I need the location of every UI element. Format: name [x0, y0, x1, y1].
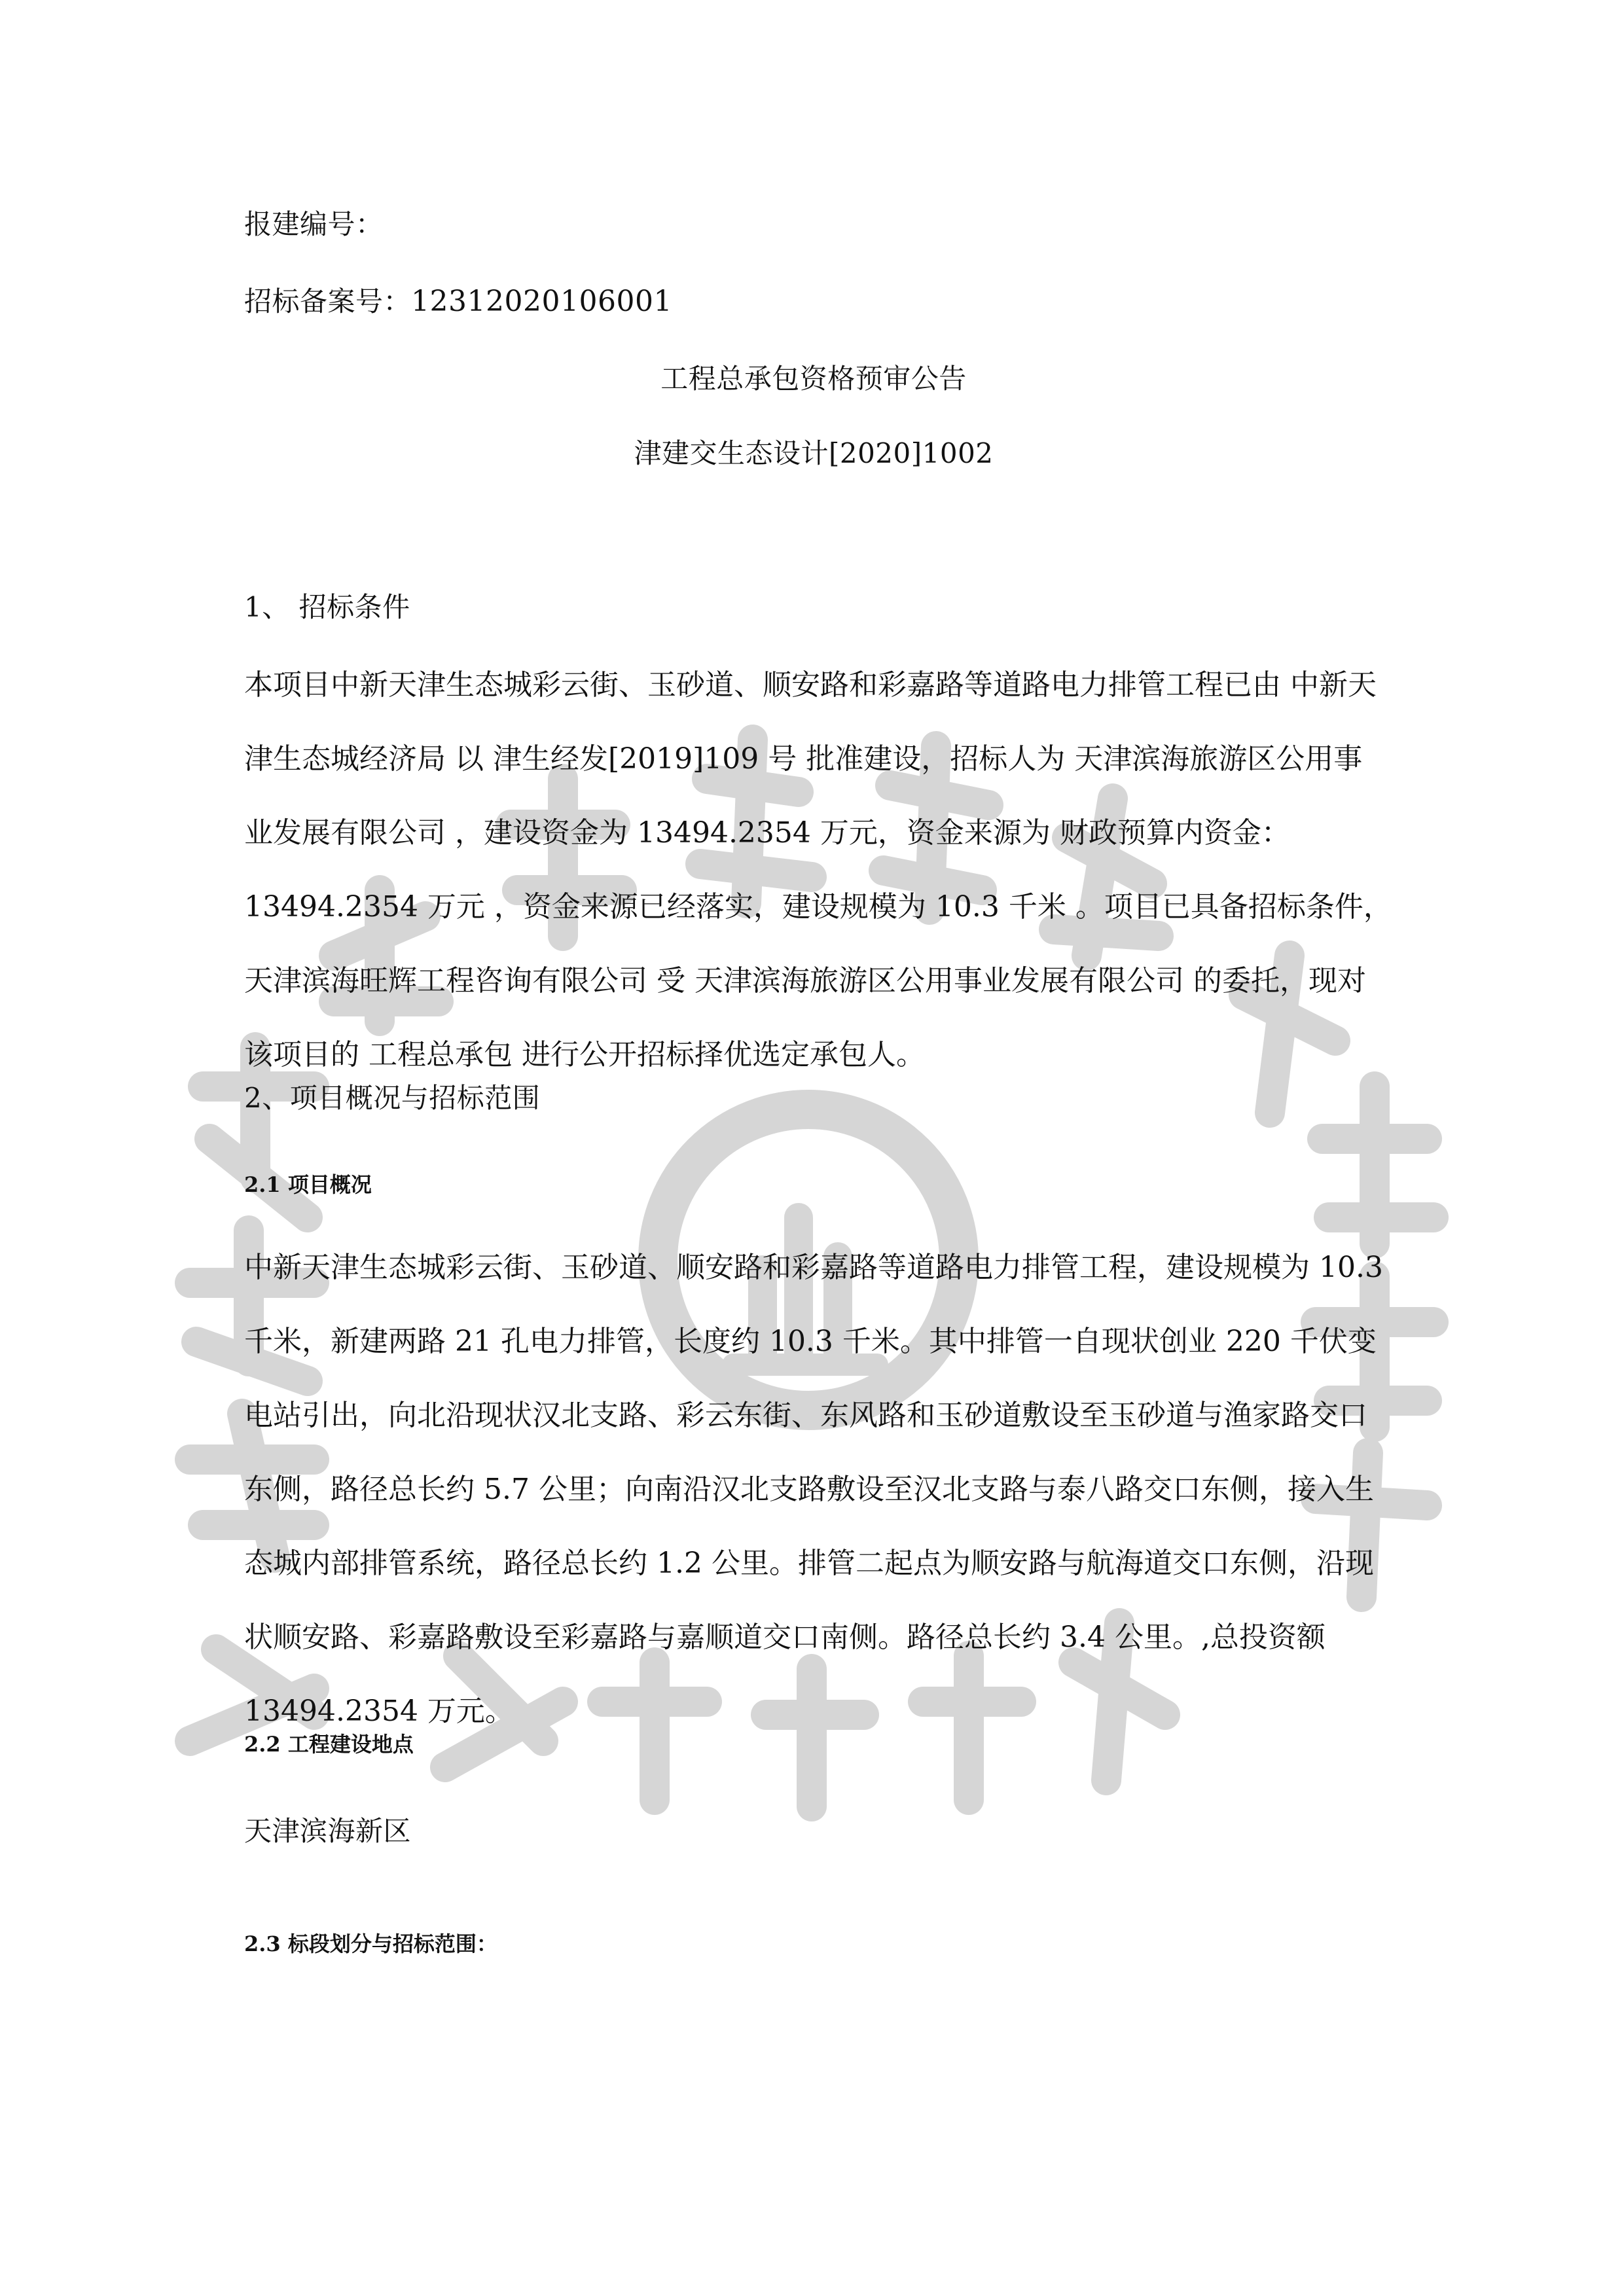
- record-no-label: 招标备案号：: [244, 285, 412, 317]
- section-2-1-body: [244, 1230, 1383, 1748]
- paragraph-line: 本项目中新天津生态城彩云街、玉砂道、顺安路和彩嘉路等道路电力排管工程已由 中新天: [244, 668, 1377, 702]
- section-1-heading: 1、 招标条件: [244, 591, 410, 623]
- doc-title: 工程总承包资格预审公告: [660, 363, 967, 395]
- paragraph-line: 业发展有限公司 ，建设资金为 13494.2354 万元，资金来源为 财政预算内资金：: [244, 816, 1290, 850]
- paragraph-line: 13494.2354 万元。: [244, 1695, 514, 1728]
- paragraph-line: 该项目的 工程总承包 进行公开招标择优选定承包人。: [244, 1038, 925, 1071]
- paragraph-line: 电站引出，向北沿现状汉北支路、彩云东街、东风路和玉砂道敷设至玉砂道与渔家路交口: [244, 1399, 1367, 1432]
- paragraph-line: 中新天津生态城彩云街、玉砂道、顺安路和彩嘉路等道路电力排管工程，建设规模为 10.3: [244, 1251, 1383, 1284]
- record-no-value: 12312020106001: [411, 285, 672, 318]
- section-2-heading: 2、项目概况与招标范围: [244, 1082, 541, 1114]
- section-2-3-heading: 2.3 标段划分与招标范围：: [244, 1931, 497, 1956]
- paragraph-line: 13494.2354 万元 ，资金来源已经落实，建设规模为 10.3 千米 。项目已具备招标条件，: [244, 890, 1392, 924]
- doc-number: 津建交生态设计[2020]1002: [634, 437, 994, 469]
- paragraph-line: 津生态城经济局 以 津生经发[2019]109 号 批准建设，招标人为 天津滨海旅游区公用事: [244, 742, 1363, 776]
- paragraph-line: 东侧，路径总长约 5.7 公里；向南沿汉北支路敷设至汉北支路与泰八路交口东侧，接入生: [244, 1473, 1374, 1506]
- paragraph-line: 状顺安路、彩嘉路敷设至彩嘉路与嘉顺道交口南侧。路径总长约 3.4 公里。,总投资额: [244, 1621, 1326, 1654]
- construction-location: 天津滨海新区: [244, 1815, 412, 1847]
- report-no-label: 报建编号：: [244, 208, 384, 240]
- record-no-line: [244, 280, 1383, 319]
- paragraph-line: 态城内部排管系统，路径总长约 1.2 公里。排管二起点为顺安路与航海道交口东侧，沿现: [244, 1547, 1374, 1580]
- paragraph-line: 千米，新建两路 21 孔电力排管，长度约 10.3 千米。其中排管一自现状创业 220 千伏变: [244, 1325, 1377, 1358]
- section-1-body: [244, 648, 1392, 1092]
- section-2-1-heading: 2.1 项目概况: [244, 1172, 372, 1197]
- paragraph-line: 天津滨海旺辉工程咨询有限公司 受 天津滨海旅游区公用事业发展有限公司 的委托，现对: [244, 964, 1366, 997]
- section-2-2-heading: 2.2 工程建设地点: [244, 1732, 414, 1757]
